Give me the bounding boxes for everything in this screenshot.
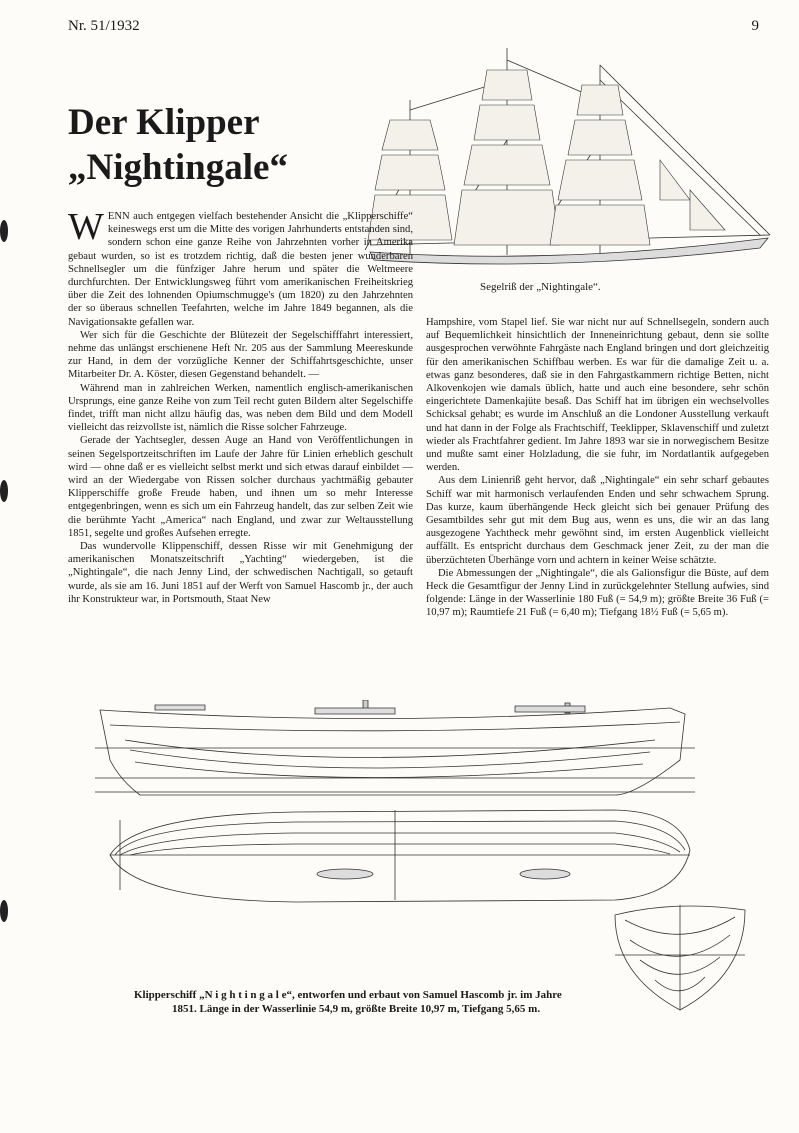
- sail-plan-caption: Segelriß der „Nightingale“.: [480, 281, 601, 293]
- article-column-right: [426, 316, 769, 620]
- paragraph: Hampshire, vom Stapel lief. Sie war nicht nur auf Schnellsegeln, sondern auch auf Bequemlichkeit hinsichtlich der Inneneinrichtung gebaut, denn sie sollte ausgesprochen verwöhnte Fahrgäste nach England bringen und dort gleichzeitig für den amerikanischen Schiffbau werben. Es war für die damalige Zeit u. a. etwas ganz besonderes, daß sie in den Fahrgastkammern richtige Betten, nicht Alkovenkojen wie damals üblich, hatte und auch eine besondere, sehr schön eingerichtete Damenkajüte besaß. Das Schiff hat im übrigen ein wechselvolles Schicksal gehabt; es wurde im Anschluß an die Londoner Ausstellung verkauft und hat dann in der Folge als Frachtschiff, Teeklipper, Sklavenschiff und zuletzt wieder als Frachtfahrer gedient. Im Jahre 1893 war sie in norwegischem Besitze und mußte samt einer Holzladung, die sie fuhr, im Nordatlantik aufgegeben werden.: [426, 317, 769, 474]
- lines-plan-caption: [134, 988, 614, 1016]
- title-line-2: „Nightingale“: [68, 147, 288, 188]
- paragraph: Wer sich für die Geschichte der Blütezeit der Segelschifffahrt interessiert, nehme das unlängst erschienene Heft Nr. 205 aus der Sammlung Meereskunde zur Hand, in dem der vorzügliche Kenner der Schiffahrtsgeschichte, unser Mitarbeiter Dr. A. Köster, diesen Gegenstand behandelt. —: [68, 329, 413, 381]
- paragraph: Gerade der Yachtsegler, dessen Auge an Hand von Veröffentlichungen in seinen Segelsportzeitschriften im Laufe der Jahre für Linien erheblich geschult wird — ohne daß er es vielleicht selbst merkt und sich etwas darauf einbildet — wird an der Wiedergabe von Rissen solcher durchaus yachtmäßig gebauter Klipperschiffe große Freude haben, und ihnen um so mehr Interesse entgegenbringen, wenn es sich um ein Fahrzeug handelt, das zur selben Zeit wie die berühmte Yacht „America“ nach England, und zwar zur Weltausstellung 1851, segelte und großes Aufsehen erregte.: [68, 435, 413, 539]
- paragraph: [68, 206, 413, 329]
- article-column-left: [68, 206, 413, 606]
- paragraph: Die Abmessungen der „Nightingale“, die als Galionsfigur die Büste, auf dem Heck die Gesamtfigur der Jenny Lind in zurückgelehnter Stellung aufwies, sind folgende: Länge in der Wasserlinie 180 Fuß (= 54,9 m); größte Breite 36 Fuß (= 10,97 m); Raumtiefe 21 Fuß (= 6,40 m); Tiefgang 18½ Fuß (= 5,65 m).: [426, 567, 769, 619]
- scan-mark: [0, 480, 8, 502]
- paragraph-text: ENN auch entgegen vielfach bestehender Ansicht die „Klipperschiffe“ keineswegs erst um die Mitte des vorigen Jahrhunderts entstanden sind, sondern schon eine ganze Reihe von Jahrzehnten vorher in Amerika gebaut wurden, so ist es trotzdem richtig, daß die besten jener wunderbaren Schnellsegler um die fünfziger Jahre herum und später die Weltmeere durchfurchten. Der Entwicklungsweg führt vom amerikanischen Freiheitskrieg über die Zeit des lohnenden Opiumschmugge's (um 1820) zu den Jahrzehnten der so überaus schnellen Teefahrten, welche im Jahre 1849 begannen, als die Navigationsakte gefallen war.: [68, 211, 413, 328]
- page-number: 9: [751, 18, 759, 34]
- caption-line-1: Klipperschiff „N i g h t i n g a l e“, entworfen und erbaut von Samuel Hascomb jr. im Jahre: [134, 989, 562, 1001]
- paragraph: Aus dem Linienriß geht hervor, daß „Nightingale“ ein sehr scharf gebautes Schiff war mit harmonisch verlaufenden Enden und sehr schwachem Sprung. Das kurze, kaum überhängende Heck gleicht sich bei genauer Prüfung des Gesamtbildes sehr gut mit dem Bug aus, wenn es uns, die wir an das lang ausgezogene Yachtheck mehr gewöhnt sind, im ersten Augenblick vielleicht auffällt. Es entspricht durchaus dem Geschmack jener Zeit, zu der man die überzüchteten Überhänge vorn und achtern in keiner Weise schätzte.: [426, 475, 769, 566]
- paragraph: Das wundervolle Klippenschiff, dessen Risse wir mit Genehmigung der amerikanischen Monatszeitschrift „Yachting“ wiedergeben, ist die „Nightingale“, die nach Jenny Lind, der schwedischen Nachtigall, so getauft wurde, als sie am 16. Juni 1851 auf der Werft von Samuel Hascomb jr., der auch ihr Konstrukteur war, in Portsmouth, Staat New: [68, 541, 413, 605]
- paragraph: Während man in zahlreichen Werken, namentlich englisch-amerikanischen Ursprungs, eine ganze Reihe von zum Teil recht guten Bildern alter Segelschiffe findet, trifft man nicht allzu häufig das, was neben dem Bild und dem Modell vielleicht das reizvollste ist, nämlich die Risse solcher Fahrzeuge.: [68, 382, 413, 434]
- drop-cap: W: [68, 206, 104, 248]
- caption-line-2: 1851. Länge in der Wasserlinie 54,9 m, größte Breite 10,97 m, Tiefgang 5,65 m.: [172, 1003, 541, 1015]
- sail-plan-drawing: [360, 40, 775, 280]
- scan-mark: [0, 900, 8, 922]
- body-section-drawing: [605, 895, 750, 1015]
- scan-mark: [0, 220, 8, 242]
- title-line-1: Der Klipper: [68, 102, 260, 143]
- issue-number: Nr. 51/1932: [68, 18, 140, 34]
- article-title: [68, 100, 288, 190]
